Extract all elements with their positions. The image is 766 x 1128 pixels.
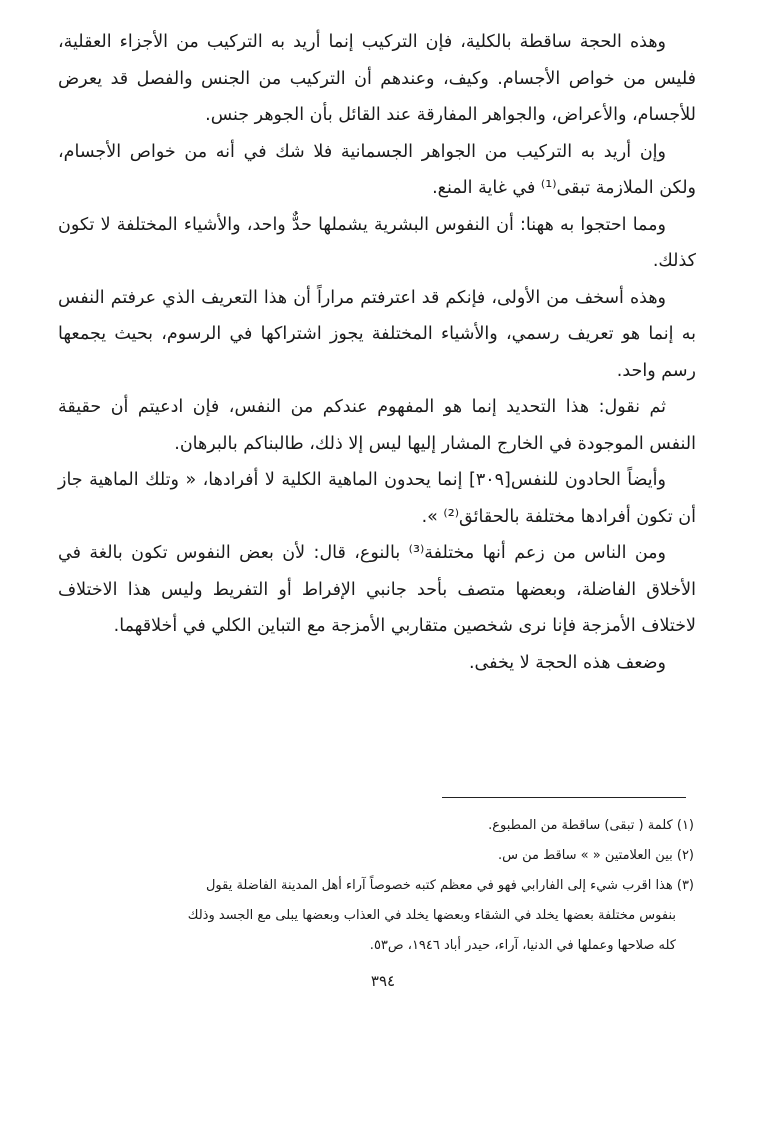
paragraph-1: وهذه الحجة ساقطة بالكلية، فإن التركيب إنما أريد به التركيب من الأجزاء العقلية، فليس من خواص الأجسام. وكيف، وعندهم أن التركيب من الجنس والفصل قد يعرض للأجسام، والأعراض، والجواهر المفارقة عند القائل بأن الجوهر جنس. xyxy=(58,32,696,125)
paragraph-4: وهذه أسخف من الأولى، فإنكم قد اعترفتم مراراً أن هذا التعريف الذي عرفتم النفس به إنما هو تعريف رسمي، والأشياء المختلفة يجوز اشتراكها في الرسوم، بحيث يجمعها رسم واحد. xyxy=(58,287,696,381)
footnote-2: (٢) بين العلامتين « » ساقط من س. xyxy=(498,848,694,863)
paragraph-8: وضعف هذه الحجة لا يخفى. xyxy=(468,652,666,673)
footnote-separator xyxy=(442,797,686,798)
paragraph-3: ومما احتجوا به ههنا: أن النفوس البشرية يشملها حدٌّ واحد، والأشياء المختلفة لا تكون كذلك. xyxy=(58,214,696,271)
footnote-1: (١) كلمة ( تبقى) ساقطة من المطبوع. xyxy=(488,818,694,833)
paragraph-5: ثم نقول: هذا التحديد إنما هو المفهوم عندكم من النفس، فإن ادعيتم أن حقيقة النفس الموجودة في الخارج المشار إليها ليس إلا ذلك، طالبناكم بالبرهان. xyxy=(58,397,696,454)
paragraph-7: ومن الناس من زعم أنها مختلفة⁽³⁾ بالنوع، قال: لأن بعض النفوس تكون بالغة في الأخلاق الفاضلة، وبعضها متصف بأحد جانبي الإفراط أو التفريط وليس هذا الاختلاف لاختلاف الأمزجة فإنا نرى شخصين متقاربي الأمزجة مع التباين الكلي في أخلاقهما. xyxy=(58,543,696,636)
main-text xyxy=(58,24,696,681)
paragraph-6: وأيضاً الحادون للنفس[٣٠٩] إنما يحدون الماهية الكلية لا أفرادها، « وتلك الماهية جاز أن تكون أفرادها مختلفة بالحقائق⁽²⁾ ». xyxy=(58,470,696,527)
footnotes xyxy=(58,811,694,961)
footnote-3-end: كله صلاحها وعملها في الدنيا، آراء، حيدر أباد ١٩٤٦، ص٥٣. xyxy=(369,938,676,953)
footnote-3-continued: بنفوس مختلفة بعضها يخلد في الشقاء وبعضها يخلد في العذاب وبعضها يبلى مع الجسد وذلك xyxy=(187,908,676,923)
footnote-3: (٣) هذا اقرب شيء إلى الفارابي فهو في معظم كتبه خصوصاً آراء أهل المدينة الفاضلة يقول xyxy=(205,878,694,893)
page-number: ٣٩٤ xyxy=(370,972,396,990)
paragraph-2: وإن أريد به التركيب من الجواهر الجسمانية فلا شك في أنه من خواص الأجسام، ولكن الملازمة تبقى⁽¹⁾ في غاية المنع. xyxy=(58,141,696,198)
